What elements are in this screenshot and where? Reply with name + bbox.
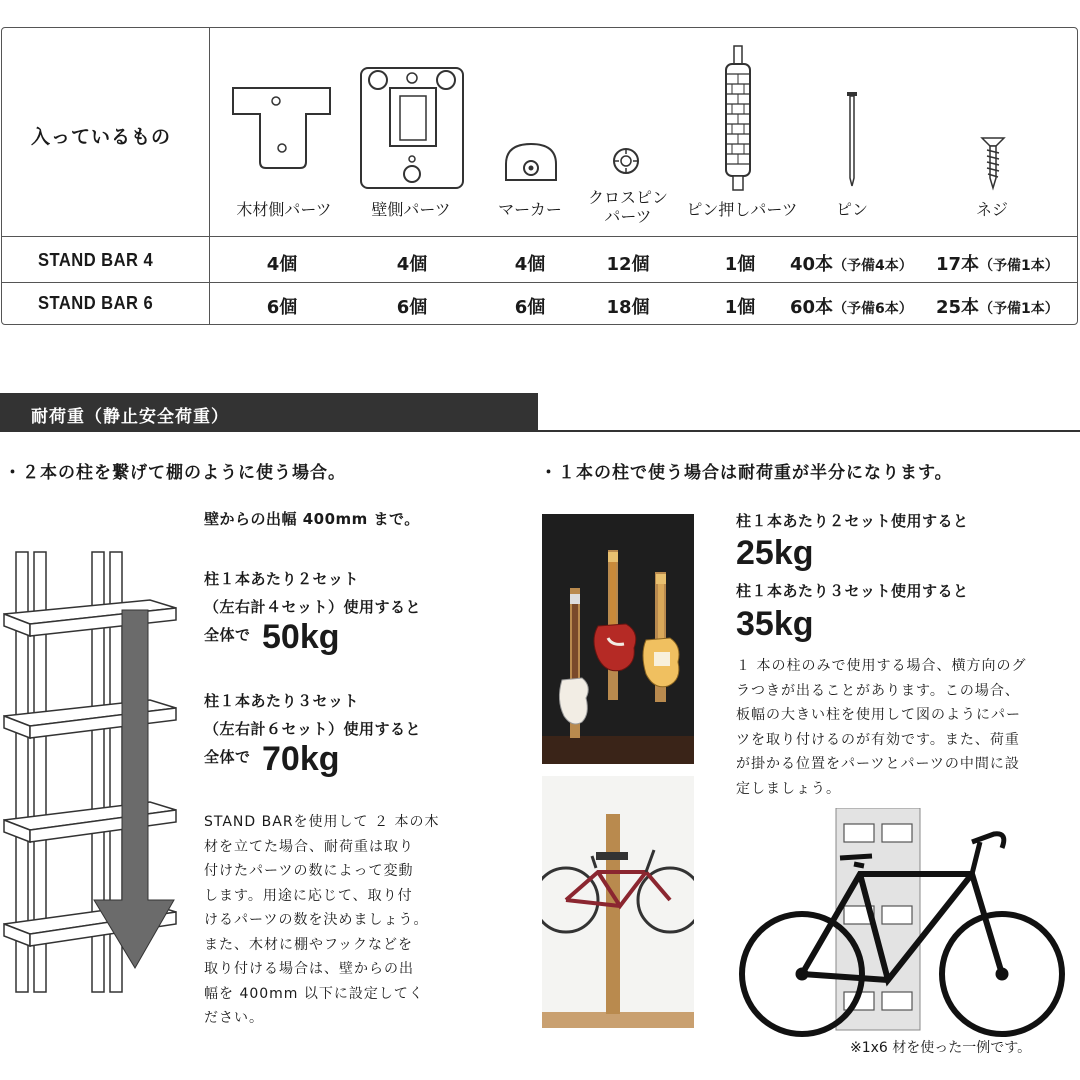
table-cell: 6個 [266, 297, 298, 318]
wall-side-part-icon [358, 66, 466, 190]
right-paragraph [736, 654, 1026, 801]
section-divider [0, 430, 1080, 432]
case-prefix: 全体で [204, 626, 251, 644]
paragraph-line: ださい。 [204, 1010, 264, 1026]
load-value: 35kg [736, 605, 814, 643]
paragraph-line: 幅を 400mm 以下に設定してく [204, 985, 424, 1002]
cell-sub: （予備1本） [979, 258, 1059, 274]
paragraph-line: STAND BARを使用して ２ 本の木 [204, 814, 440, 830]
bike-board-illustration [732, 808, 1072, 1038]
part-label: ピン [835, 200, 868, 219]
part-label: 木材側パーツ [236, 200, 332, 219]
table-cell [790, 293, 913, 319]
left-paragraph [204, 810, 439, 1031]
paragraph-line: 材を立てた場合、耐荷重は取り [204, 838, 414, 855]
case-line: 柱１本あたり３セット [204, 692, 360, 710]
case-line: 柱１本あたり３セット使用すると [736, 582, 969, 600]
guitar-photo [542, 514, 694, 764]
table-cell [936, 250, 1059, 276]
case-prefix: 全体で [204, 748, 251, 766]
table-cell: 4個 [396, 254, 428, 275]
table-cell: 4個 [514, 254, 546, 275]
cell-sub: （予備1本） [979, 301, 1059, 317]
marker-icon [503, 140, 559, 184]
part-label: マーカー [498, 200, 562, 219]
load-value: 70kg [262, 740, 340, 778]
paragraph-line: します。用途に応じて、取り付 [204, 887, 413, 904]
part-label: 壁側パーツ [371, 200, 451, 219]
paragraph-line: 取り付ける場合は、壁からの出 [204, 961, 414, 977]
part-label: パーツ [604, 207, 652, 226]
table-divider [2, 282, 1077, 283]
paragraph-line: けるパーツの数を決めましょう。 [204, 912, 429, 928]
load-value: 50kg [262, 618, 340, 656]
table-divider [2, 236, 1077, 237]
load-value: 25kg [736, 534, 814, 572]
cell-main: 17本 [936, 254, 980, 275]
table-divider [209, 28, 210, 324]
pin-icon [844, 90, 860, 190]
pin-pusher-part-icon [718, 44, 758, 192]
table-cell: 6個 [396, 297, 428, 318]
case-line: （左右計６セット）使用すると [204, 720, 422, 738]
cell-sub: （予備6本） [833, 301, 913, 317]
table-cell: 6個 [514, 297, 546, 318]
width-note: 壁からの出幅 400mm まで。 [204, 510, 420, 528]
part-label: クロスピン [587, 188, 668, 207]
paragraph-line: 板幅の大きい柱を使用して図のようにパー [736, 707, 1021, 723]
row-label: STAND BAR 4 [38, 250, 154, 270]
cross-pin-part-icon [611, 146, 641, 176]
cell-main: 60本 [790, 297, 834, 318]
paragraph-line: また、木材に棚やフックなどを [204, 936, 414, 953]
right-bullet: ・１本の柱で使う場合は耐荷重が半分になります。 [540, 463, 953, 483]
case-line: （左右計４セット）使用すると [204, 598, 422, 616]
footnote: ※1x6 材を使った一例です。 [850, 1040, 1032, 1056]
part-label: ネジ [975, 200, 1008, 219]
paragraph-line: １ 本の柱のみで使用する場合、横方向のグ [736, 658, 1027, 674]
case-line: 柱１本あたり２セット使用すると [736, 512, 969, 530]
table-cell [790, 250, 913, 276]
left-bullet: ・２本の柱を繋げて棚のように使う場合。 [4, 463, 346, 483]
row-label: STAND BAR 6 [38, 293, 154, 313]
parts-header: 入っているもの [31, 126, 172, 148]
part-label: ピン押しパーツ [686, 200, 798, 219]
table-cell: 1個 [724, 254, 756, 275]
table-cell: 12個 [606, 254, 650, 275]
paragraph-line: ツを取り付けるのが有効です。また、荷重 [736, 731, 1020, 748]
table-cell [936, 293, 1059, 319]
table-cell: 4個 [266, 254, 298, 275]
cell-main: 40本 [790, 254, 834, 275]
screw-icon [980, 134, 1006, 192]
paragraph-line: が掛かる位置をパーツとパーツの中間に設 [736, 756, 1020, 772]
section-title: 耐荷重（静止安全荷重） [31, 407, 229, 427]
wood-side-part-icon [228, 84, 338, 174]
table-cell: 1個 [724, 297, 756, 318]
cell-main: 25本 [936, 297, 980, 318]
paragraph-line: 付けたパーツの数によって変動 [204, 863, 414, 879]
case-line: 柱１本あたり２セット [204, 570, 360, 588]
bike-photo [542, 776, 694, 1028]
paragraph-line: 定しましょう。 [736, 780, 841, 797]
shelf-illustration [0, 540, 190, 1040]
table-cell: 18個 [606, 297, 650, 318]
cell-sub: （予備4本） [833, 258, 913, 274]
paragraph-line: ラつきが出ることがあります。この場合、 [736, 682, 1020, 699]
